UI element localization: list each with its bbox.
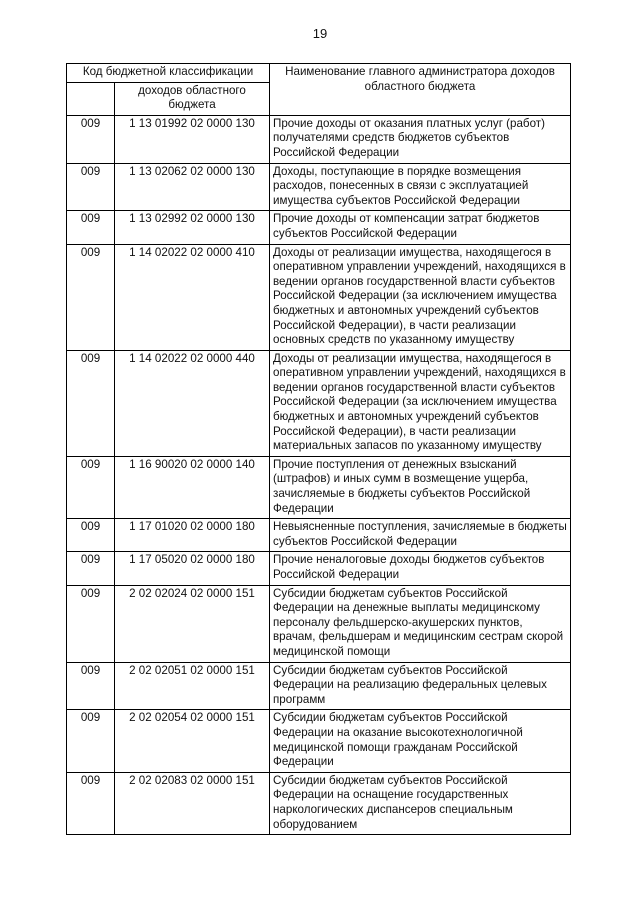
- table-row: [67, 115, 571, 163]
- classification-header: Код бюджетной классификации: [67, 64, 270, 83]
- table-row: [67, 456, 571, 518]
- table-row: [67, 585, 571, 662]
- admin-code-cell: 009: [67, 456, 115, 518]
- revenue-code-cell: 1 14 02022 02 0000 440: [115, 350, 270, 456]
- admin-code-cell: 009: [67, 211, 115, 244]
- table-row: [67, 350, 571, 456]
- administrator-name-cell: Прочие неналоговые доходы бюджетов субъектов Российской Федерации: [270, 552, 571, 585]
- table-row: [67, 211, 571, 244]
- admin-code-cell: 009: [67, 115, 115, 163]
- table-row: [67, 552, 571, 585]
- administrator-name-cell: Прочие доходы от компенсации затрат бюджетов субъектов Российской Федерации: [270, 211, 571, 244]
- admin-code-cell: 009: [67, 552, 115, 585]
- table-row: [67, 662, 571, 710]
- revenue-code-cell: 1 13 02992 02 0000 130: [115, 211, 270, 244]
- table-body: [67, 115, 571, 834]
- table-row: [67, 244, 571, 350]
- administrator-name-cell: Субсидии бюджетам субъектов Российской Федерации на денежные выплаты медицинскому персоналу фельдшерско-акушерских пунктов, врачам, фельдшерам и медицинским сестрам скорой медицинской помощи: [270, 585, 571, 662]
- table-row: [67, 710, 571, 772]
- administrator-name-cell: Доходы от реализации имущества, находящегося в оперативном управлении учреждений, находящихся в ведении органов государственной власти субъектов Российской Федерации (за исключением имущества бюджетных и автономных учреждений субъектов Российской Федерации), в части реализации материальных запасов по указанному имуществу: [270, 350, 571, 456]
- admin-code-header: [67, 82, 115, 115]
- revenue-code-cell: 1 13 01992 02 0000 130: [115, 115, 270, 163]
- revenue-code-cell: 1 14 02022 02 0000 410: [115, 244, 270, 350]
- admin-code-cell: 009: [67, 244, 115, 350]
- admin-code-cell: 009: [67, 350, 115, 456]
- header-row-top: [67, 64, 571, 83]
- revenue-code-cell: 2 02 02083 02 0000 151: [115, 772, 270, 834]
- revenue-code-cell: 2 02 02054 02 0000 151: [115, 710, 270, 772]
- admin-code-cell: 009: [67, 662, 115, 710]
- administrator-name-cell: Доходы от реализации имущества, находящегося в оперативном управлении учреждений, находящихся в ведении органов государственной власти субъектов Российской Федерации (за исключением имущества бюджетных и автономных учреждений субъектов Российской Федерации), в части реализации основных средств по указанному имуществу: [270, 244, 571, 350]
- revenue-code-cell: 1 16 90020 02 0000 140: [115, 456, 270, 518]
- revenue-code-cell: 1 13 02062 02 0000 130: [115, 163, 270, 211]
- administrator-name-cell: Прочие поступления от денежных взысканий (штрафов) и иных сумм в возмещение ущерба, зачисляемые в бюджеты субъектов Российской Федерации: [270, 456, 571, 518]
- administrator-name-cell: Прочие доходы от оказания платных услуг (работ) получателями средств бюджетов субъектов Российской Федерации: [270, 115, 571, 163]
- revenue-code-cell: 2 02 02051 02 0000 151: [115, 662, 270, 710]
- administrator-name-header: Наименование главного администратора доходов областного бюджета: [270, 64, 571, 116]
- revenue-code-header: доходов областного бюджета: [115, 82, 270, 115]
- table-row: [67, 163, 571, 211]
- administrator-name-cell: Доходы, поступающие в порядке возмещения расходов, понесенных в связи с эксплуатацией имущества субъектов Российской Федерации: [270, 163, 571, 211]
- administrator-name-cell: Субсидии бюджетам субъектов Российской Федерации на реализацию федеральных целевых программ: [270, 662, 571, 710]
- administrator-name-cell: Субсидии бюджетам субъектов Российской Федерации на оснащение государственных наркологических диспансеров специальным оборудованием: [270, 772, 571, 834]
- administrator-name-cell: Невыясненные поступления, зачисляемые в бюджеты субъектов Российской Федерации: [270, 519, 571, 552]
- admin-code-cell: 009: [67, 585, 115, 662]
- revenue-code-cell: 2 02 02024 02 0000 151: [115, 585, 270, 662]
- table-row: [67, 519, 571, 552]
- page-number: 19: [312, 26, 328, 41]
- admin-code-cell: 009: [67, 163, 115, 211]
- admin-code-cell: 009: [67, 519, 115, 552]
- revenue-code-cell: 1 17 05020 02 0000 180: [115, 552, 270, 585]
- revenue-classification-table: [66, 63, 571, 835]
- table-row: [67, 772, 571, 834]
- admin-code-cell: 009: [67, 772, 115, 834]
- administrator-name-cell: Субсидии бюджетам субъектов Российской Федерации на оказание высокотехнологичной медицинской помощи гражданам Российской Федерации: [270, 710, 571, 772]
- revenue-code-cell: 1 17 01020 02 0000 180: [115, 519, 270, 552]
- admin-code-cell: 009: [67, 710, 115, 772]
